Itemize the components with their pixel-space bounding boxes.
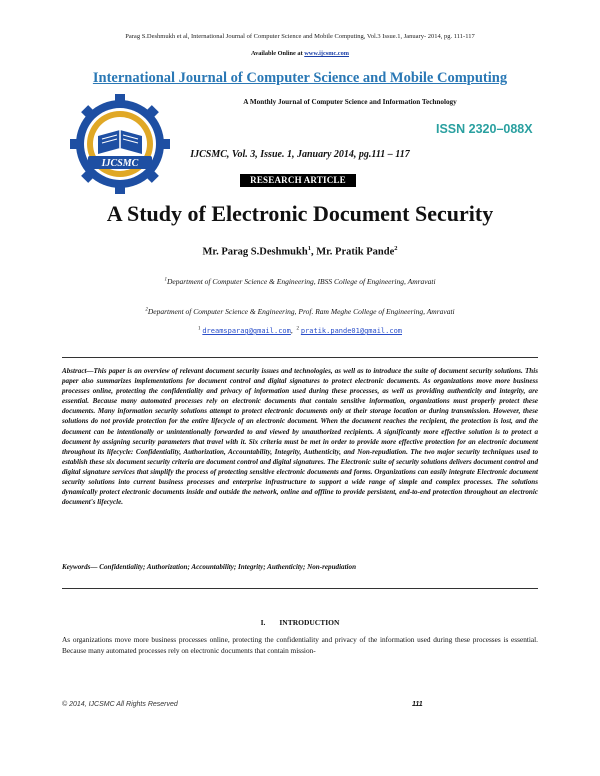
affiliation-text: Department of Computer Science & Engineering, IBSS College of Engineering, Amravati <box>166 277 436 286</box>
article-type-badge: RESEARCH ARTICLE <box>240 174 356 187</box>
email-sup: 2 <box>296 326 299 332</box>
ijcsmc-logo <box>68 92 172 196</box>
issn: ISSN 2320–088X <box>436 122 533 136</box>
authors: Mr. Parag S.Deshmukh$^1$, Mr. Pratik Pande$^2$ <box>202 245 398 258</box>
keywords: Keywords— Confidentiality; Authorization; Accountability; Integrity; Authenticity; Non-repudiation <box>62 563 357 571</box>
affiliation-sup: 2 <box>145 307 148 313</box>
logo-text: IJCSMC <box>101 158 139 169</box>
monthly-line: A Monthly Journal of Computer Science and Information Technology <box>243 98 457 106</box>
journal-name[interactable]: International Journal of Computer Science and Mobile Computing <box>92 70 508 86</box>
footer-copyright: © 2014, IJCSMC All Rights Reserved <box>62 701 178 708</box>
availability-line <box>0 50 600 57</box>
email-link-2[interactable]: pratik.pande01@gmail.com <box>300 327 403 335</box>
affiliation-sup: 1 <box>164 277 167 283</box>
author-sup: 2 <box>394 245 398 252</box>
running-header: Parag S.Deshmukh et al, International Journal of Computer Science and Mobile Computing, Vol.3 Issue.1, January- 2014, pg. 111-117 <box>125 33 475 40</box>
paper-title: A Study of Electronic Document Security <box>106 201 494 226</box>
emails: $^1$ dreamsparag@gmail.com, $^2$ pratik.pande01@gmail.com <box>197 326 403 335</box>
section-title: INTRODUCTION <box>279 618 340 627</box>
affiliation-text: Department of Computer Science & Engineering, Prof. Ram Meghe College of Engineering, Amravati <box>147 307 455 316</box>
divider-bottom <box>62 588 538 589</box>
divider-top <box>62 357 538 358</box>
introduction-text: As organizations move more business processes online, protecting the confidentiality and privacy of the information used during these processes is essential. Because many automated processes rely on electronic documents that contain mission- <box>62 635 538 655</box>
journal-website-link[interactable]: www.ijcsmc.com <box>304 50 349 57</box>
email-link-1[interactable]: dreamsparag@gmail.com <box>202 327 291 335</box>
author-sup: 1 <box>307 245 311 252</box>
section-heading <box>0 618 600 627</box>
section-number: I. <box>260 618 266 627</box>
available-label: Available Online at <box>251 50 305 57</box>
affiliation-1 <box>0 277 600 286</box>
email-sup: 1 <box>197 326 201 332</box>
abstract: Abstract—This paper is an overview of relevant document security issues and technologies, as well as to introduce the suite of document security solutions. This paper also summarizes implementations for document control and digital signatures to protect electronic documents. As organizations move more business processes online, protecting the confidentiality and privacy of information used during these processes, as well as providing authenticity and integrity, are essential. Because many automated processes rely on electronic documents that contain sensitive information, organizations must properly protect these documents. Many information security solutions attempt to protect electronic documents only at their storage location or during transmission. However, these solutions do not provide protection for the entire lifecycle of an electronic document. When the document reaches the recipient, the protection is lost, and the document can be intentionally or unintentionally forwarded to and viewed by unauthorized recipients. A significantly more effective solution is to protect a document by assigning security parameters that travel with it. Six criteria must be met in order to provide more effective protection for an electronic document throughout its lifecycle: Confidentiality, Authorization, Accountability, Integrity, Authenticity, and Non-repudiation. The two major security techniques used to establish these six document security criteria are document control and digital signatures. The Electronic suite of security solutions delivers document control and digital signature services that simplify the process of protecting sensitive electronic documents and forms. Organizations can easily integrate Electronic document security solutions into current business processes and enterprise infrastructure to support a wide range of simple and complex processes. The solutions dynamically protect electronic documents inside and outside the network, online and offline to provide persistent, end-to-end protection throughout an electronic document's lifecycle. <box>62 367 538 507</box>
page-number: 111 <box>412 701 423 708</box>
citation: IJCSMC, Vol. 3, Issue. 1, January 2014, pg.111 – 117 <box>190 149 410 160</box>
affiliation-2 <box>0 307 600 316</box>
author-name: Mr. Pratik Pande <box>316 246 395 258</box>
author-name: Mr. Parag S.Deshmukh <box>202 246 308 258</box>
